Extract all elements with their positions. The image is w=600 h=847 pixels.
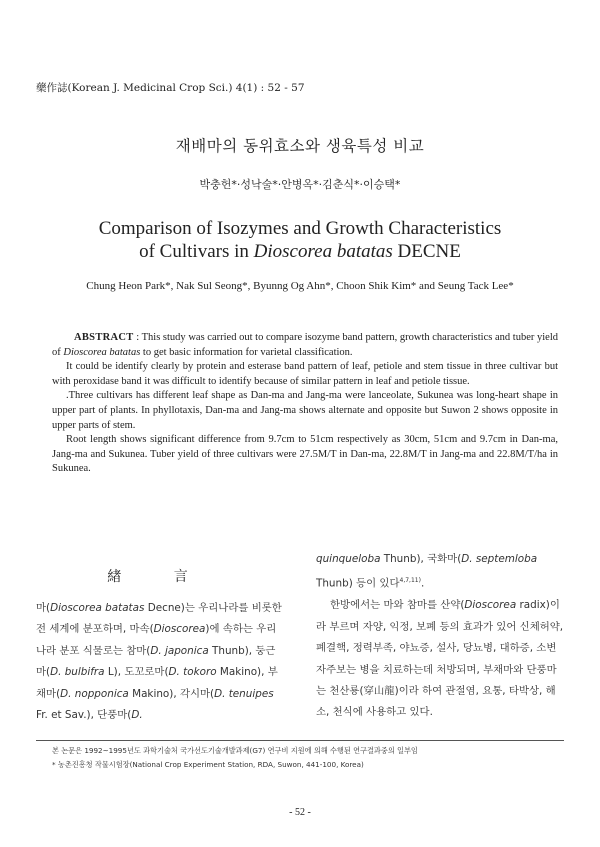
abstract — [52, 331, 558, 477]
intro-right-para-1: quinqueloba Thunb), 국화마(D. septemloba Thunb) 등이 있다$^{4,7,11)}$. — [316, 553, 538, 590]
abstract-paragraph-1: ABSTRACT : This study was carried out to compare isozyme band pattern, growth characteristics and tuber yield of Dioscorea batatas to get basic information for varietal classification. — [52, 332, 558, 358]
abstract-label: ABSTRACT — [74, 332, 134, 343]
intro-right-para-2: 한방에서는 마와 참마를 산약(Dioscorea radix)이라 부르며 자양, 익정, 보폐 등의 효과가 있어 신체허약, 폐결핵, 정력부족, 야뇨증, 설사, 당뇨병, 대하증, 소변 자주보는 병을 치료하는데 처방되며, 부채마와 단풍마는 천산룡(穿山龍)이라 하여 관절염, 요통, 타박상, 해소, 천식에 사용하고 있다. — [316, 599, 564, 719]
title-english — [0, 217, 600, 263]
authors-english: Chung Heon Park*, Nak Sul Seong*, Byunng Og Ahn*, Choon Shik Kim* and Seung Tack Lee* — [86, 280, 514, 292]
footnote-funding: 본 논문은 1992~1995년도 과학기술처 국가선도기술개발과제(G7) 연구비 지원에 의해 수행된 연구결과중의 일부임 — [52, 746, 418, 755]
page-number: - 52 - — [289, 807, 311, 818]
footnote-divider — [36, 740, 564, 741]
authors-korean: 박충헌*·성낙술*·안병옥*·김춘식*·이승택* — [199, 178, 401, 191]
title-korean: 재배마의 동위효소와 생육특성 비교 — [175, 137, 425, 155]
intro-right-column — [316, 549, 564, 724]
abstract-paragraph-4: Root length shows significant difference from 9.7cm to 51cm respectively as 30cm, 51cm and 9.7cm in Dan-ma, Jang-ma and Sukunea. Tuber yield of three cultivars were 27.5M/T in Dan-ma, 22.8M/T in Jang-ma and 22.8M/T/ha in Sukunea. — [52, 434, 558, 475]
section-heading-introduction: 緖 言 — [107, 569, 212, 585]
journal-header: 藥作誌(Korean J. Medicinal Crop Sci.) 4(1) : 52 - 57 — [36, 82, 305, 94]
intro-left-column: 마(Dioscorea batatas Decne)는 우리나라를 비롯한 전 세계에 분포하며, 마속(Dioscorea)에 속하는 우리나라 분포 식물로는 참마(D. japonica Thunb), 둥근마(D. bulbifra L), 도꼬로마(D. tokoro Makino), 부채마(D. nopponica Makino), 각시마(D. tenuipes Fr. et Sav.), 단풍마(D. — [36, 602, 282, 722]
abstract-paragraph-3: .Three cultivars has different leaf shape as Dan-ma and Jang-ma were lanceolate, Sukunea was long-heart shape in upper part of plants. In phyllotaxis, Dan-ma and Jang-ma shows alternate and opposite but Suwon 2 shows opposite in upper parts of stem. — [52, 390, 558, 431]
title-english-line2: of Cultivars in Dioscorea batatas DECNE — [139, 241, 461, 262]
title-english-line1: Comparison of Isozymes and Growth Characteristics — [98, 218, 502, 239]
footnote-affiliation: * 농촌진흥청 작물시험장(National Crop Experiment Station, RDA, Suwon, 441-100, Korea) — [52, 760, 364, 769]
abstract-paragraph-2: It could be identify clearly by protein and esterase band pattern of leaf, petiole and stem tissue in three cultivar but with peroxidase band it was difficult to identify because of similar pattern in leaf and petiole tissue. — [52, 361, 558, 387]
